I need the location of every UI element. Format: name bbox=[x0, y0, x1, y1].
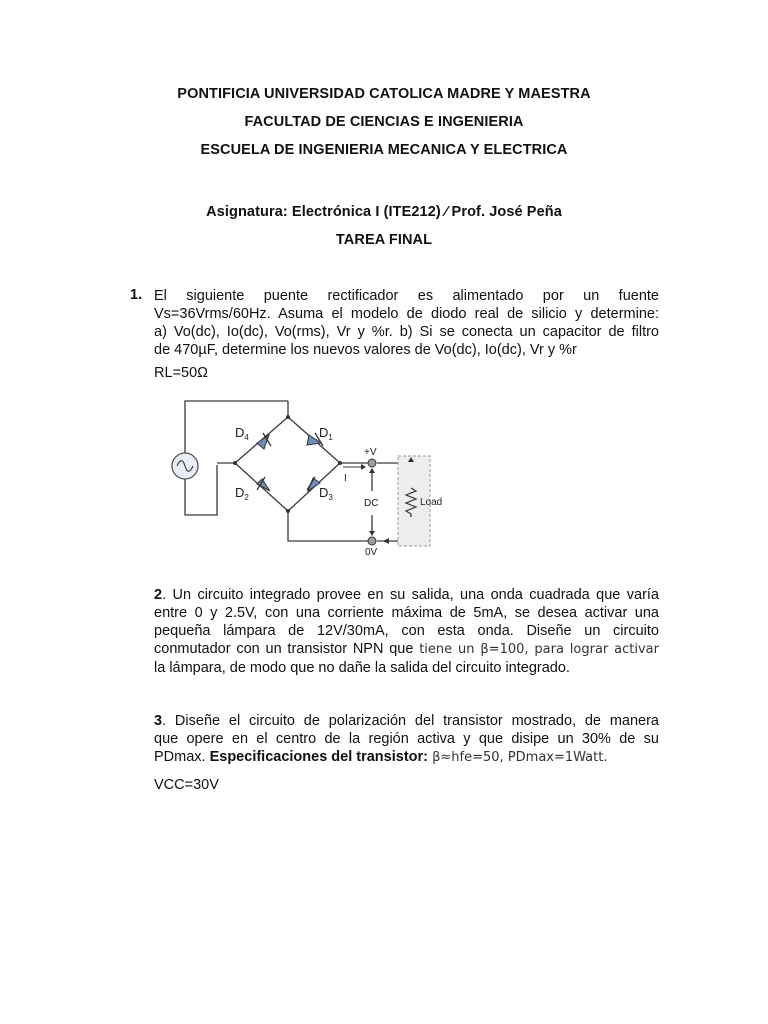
question-3-line: que opere en el centro de la región activa y que disipe un 30% de su bbox=[154, 731, 659, 747]
question-3-line: PDmax. Especificaciones del transistor: β≈hfe=50, PDmax=1Watt. bbox=[154, 749, 608, 765]
question-1-line: Vs=36Vrms/60Hz. Asuma el modelo de diodo real de silicio y determine: bbox=[154, 306, 659, 322]
zero-v-terminal bbox=[368, 537, 376, 545]
node bbox=[286, 509, 290, 513]
question-1-line: de 470µF, determine los nuevos valores de Vo(dc), Io(dc), Vr y %r bbox=[154, 342, 577, 358]
dc-arrowhead-down bbox=[369, 531, 375, 536]
node bbox=[233, 461, 237, 465]
question-3-text bbox=[154, 712, 659, 767]
dc-arrowhead-up bbox=[369, 468, 375, 473]
question-3-number: 3 bbox=[154, 713, 163, 729]
question-3-line: 3. Diseñe el circuito de polarización del transistor mostrado, de manera bbox=[154, 713, 659, 729]
question-2-line: la lámpara, de modo que no dañe la salida del circuito integrado. bbox=[154, 660, 570, 676]
label-zero-v: 0V bbox=[365, 547, 378, 558]
university-name: PONTIFICIA UNIVERSIDAD CATOLICA MADRE Y MAESTRA bbox=[177, 86, 591, 102]
question-2-line: pequeña lámpara de 12V/30mA, con esta onda. Diseñe un circuito bbox=[154, 623, 659, 639]
question-1-line: a) Vo(dc), Io(dc), Vo(rms), Vr y %r. b) Si se conecta un capacitor de filtro bbox=[154, 324, 659, 340]
question-2-line: 2. Un circuito integrado provee en su salida, una onda cuadrada que varía bbox=[154, 587, 659, 603]
school-name: ESCUELA DE INGENIERIA MECANICA Y ELECTRICA bbox=[200, 142, 568, 158]
load-resistance: RL=50Ω bbox=[154, 365, 208, 381]
label-dc: DC bbox=[364, 498, 379, 509]
assignment-title: TAREA FINAL bbox=[335, 232, 433, 248]
label-d3: $D_3$ bbox=[319, 485, 333, 502]
course-line: Asignatura: Electrónica I (ITE212) ⁄ Prof. José Peña bbox=[206, 204, 562, 220]
question-2-text bbox=[154, 586, 659, 677]
node bbox=[338, 461, 342, 465]
label-load: Load bbox=[420, 497, 443, 508]
plus-v-terminal bbox=[368, 459, 376, 467]
current-arrowhead bbox=[361, 464, 366, 470]
diode-d4-icon bbox=[257, 435, 269, 449]
question-1-text bbox=[154, 287, 659, 359]
node bbox=[286, 415, 290, 419]
label-d4: $D_4$ bbox=[235, 425, 249, 442]
wire bbox=[288, 511, 370, 541]
question-1-line: El siguiente puente rectificador es alimentado por un fuente bbox=[154, 288, 659, 304]
question-1-number: 1. bbox=[130, 287, 143, 303]
faculty-name: FACULTAD DE CIENCIAS E INGENIERIA bbox=[244, 114, 524, 130]
vcc-value: VCC=30V bbox=[154, 777, 219, 793]
label-plus-v: +V bbox=[364, 447, 377, 458]
question-2-line: entre 0 y 2.5V, con una corriente máxima de 5mA, se desea activar una bbox=[154, 605, 659, 621]
label-current: I bbox=[344, 473, 347, 484]
label-d1: $D_1$ bbox=[319, 425, 333, 442]
label-d2: $D_2$ bbox=[235, 485, 249, 502]
bridge-rectifier-diagram bbox=[165, 393, 445, 563]
question-2-line: conmutador con un transistor NPN que tiene un β=100, para lograr activar bbox=[154, 641, 659, 657]
question-2-number: 2 bbox=[154, 587, 163, 603]
load-arrowhead bbox=[383, 538, 389, 544]
